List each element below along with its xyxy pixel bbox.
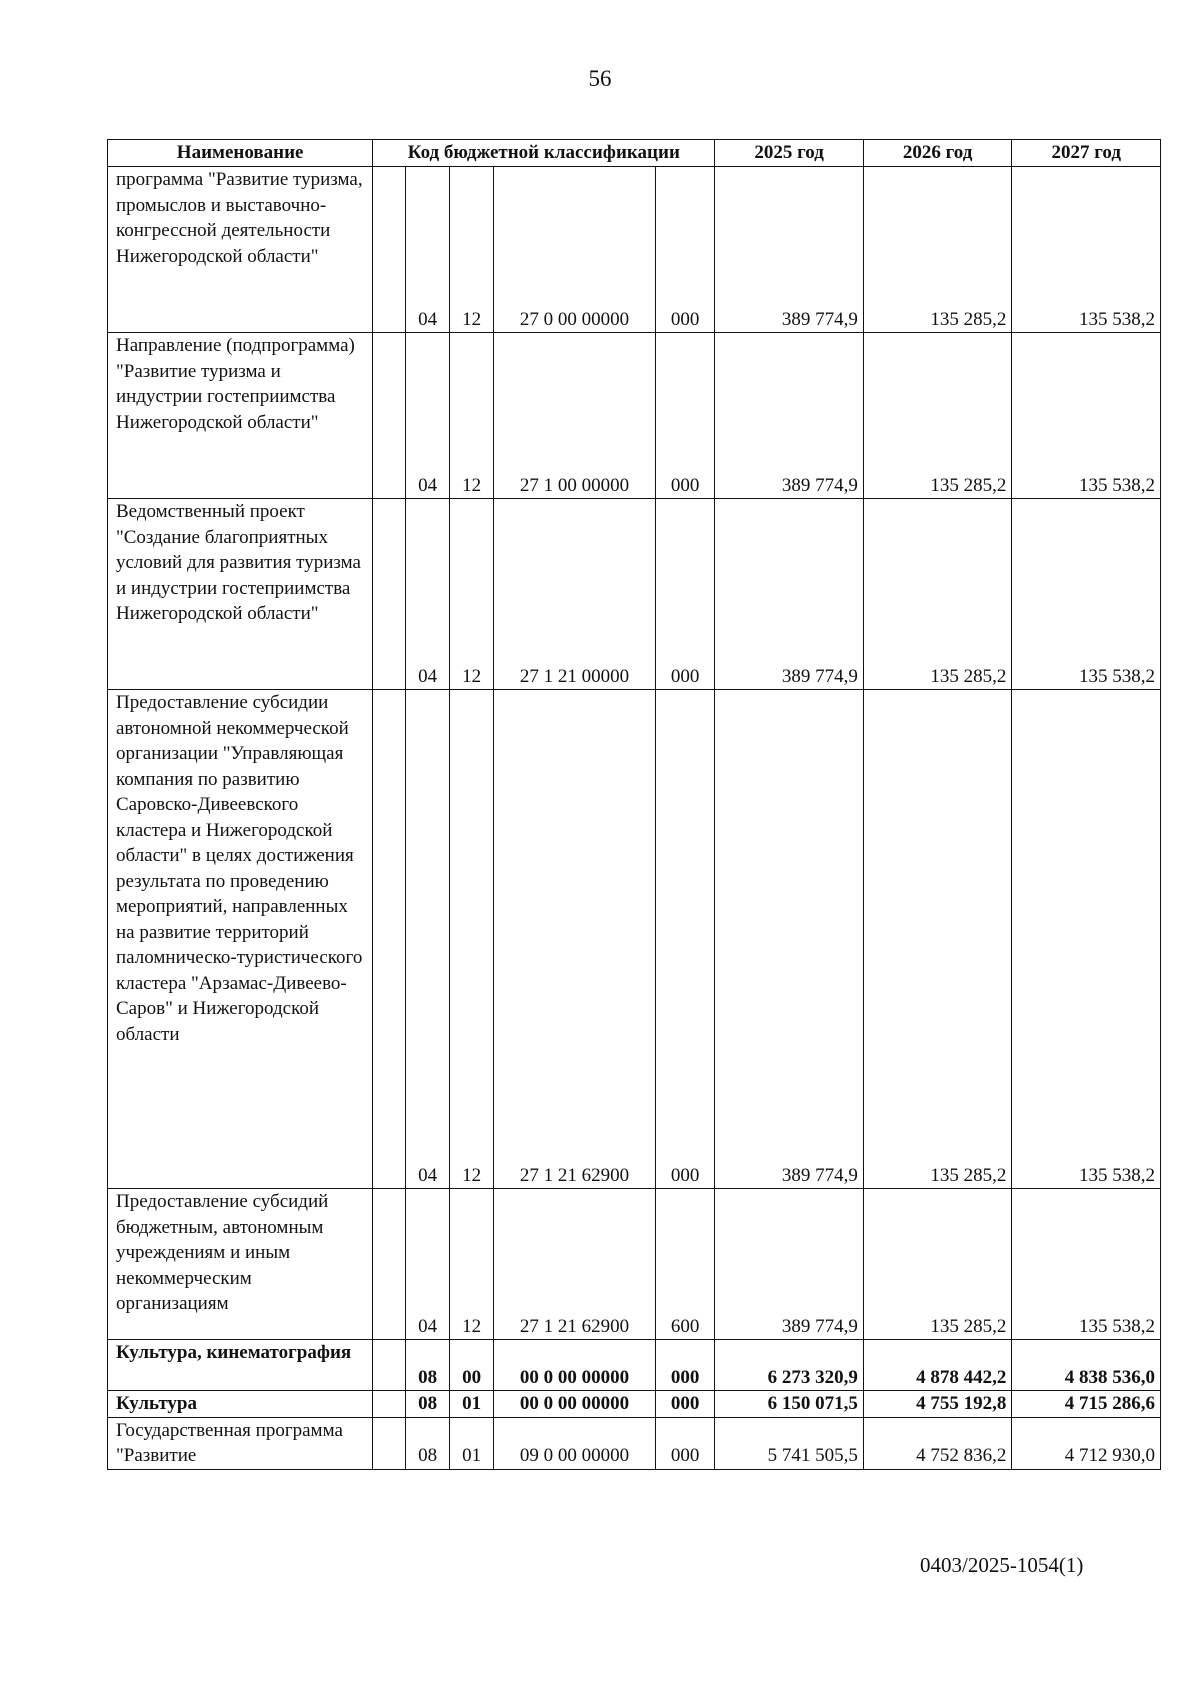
row-name: Государственная программа "Развитие xyxy=(108,1417,373,1469)
row-target-article: 27 1 21 00000 xyxy=(494,499,656,690)
row-2026: 135 285,2 xyxy=(863,499,1012,690)
row-expense-type: 000 xyxy=(655,1340,714,1391)
row-section: 04 xyxy=(406,1189,450,1340)
header-2026: 2026 год xyxy=(863,140,1012,167)
row-target-article: 00 0 00 00000 xyxy=(494,1391,656,1418)
row-2026: 135 285,2 xyxy=(863,333,1012,499)
row-blank xyxy=(373,167,406,333)
row-name: Ведомственный проект "Создание благоприятных условий для развития туризма и индустрии гостеприимства Нижегородской области" xyxy=(108,499,373,690)
row-2025: 6 150 071,5 xyxy=(715,1391,864,1418)
table-row xyxy=(108,1340,1161,1391)
row-subsection: 12 xyxy=(450,167,494,333)
row-subsection: 12 xyxy=(450,499,494,690)
row-section: 08 xyxy=(406,1340,450,1391)
row-section: 08 xyxy=(406,1391,450,1418)
row-section: 08 xyxy=(406,1417,450,1469)
row-expense-type: 600 xyxy=(655,1189,714,1340)
row-2027: 135 538,2 xyxy=(1012,333,1161,499)
row-2027: 4 715 286,6 xyxy=(1012,1391,1161,1418)
row-subsection: 01 xyxy=(450,1391,494,1418)
row-2025: 389 774,9 xyxy=(715,167,864,333)
row-name: программа "Развитие туризма, промыслов и выставочно-конгрессной деятельности Нижегородской области" xyxy=(108,167,373,333)
row-target-article: 09 0 00 00000 xyxy=(494,1417,656,1469)
row-subsection: 00 xyxy=(450,1340,494,1391)
row-2026: 135 285,2 xyxy=(863,167,1012,333)
table-row xyxy=(108,1417,1161,1469)
row-blank xyxy=(373,1391,406,1418)
row-target-article: 27 1 21 62900 xyxy=(494,1189,656,1340)
row-2027: 4 712 930,0 xyxy=(1012,1417,1161,1469)
row-subsection: 12 xyxy=(450,1189,494,1340)
row-target-article: 27 1 00 00000 xyxy=(494,333,656,499)
table-row xyxy=(108,499,1161,690)
row-target-article: 27 1 21 62900 xyxy=(494,690,656,1189)
row-section: 04 xyxy=(406,499,450,690)
row-section: 04 xyxy=(406,167,450,333)
header-2027: 2027 год xyxy=(1012,140,1161,167)
row-2025: 389 774,9 xyxy=(715,1189,864,1340)
row-blank xyxy=(373,333,406,499)
table-header-row xyxy=(108,140,1161,167)
row-expense-type: 000 xyxy=(655,1391,714,1418)
row-expense-type: 000 xyxy=(655,333,714,499)
row-2026: 135 285,2 xyxy=(863,1189,1012,1340)
budget-table xyxy=(107,139,1161,1470)
row-section: 04 xyxy=(406,333,450,499)
table-row xyxy=(108,167,1161,333)
row-2026: 135 285,2 xyxy=(863,690,1012,1189)
table-row xyxy=(108,690,1161,1189)
row-name: Культура, кинематография xyxy=(108,1340,373,1391)
row-blank xyxy=(373,690,406,1189)
row-2026: 4 755 192,8 xyxy=(863,1391,1012,1418)
row-subsection: 12 xyxy=(450,690,494,1189)
row-2026: 4 752 836,2 xyxy=(863,1417,1012,1469)
row-2025: 389 774,9 xyxy=(715,499,864,690)
page-number: 56 xyxy=(588,66,612,91)
row-blank xyxy=(373,499,406,690)
row-target-article: 00 0 00 00000 xyxy=(494,1340,656,1391)
row-blank xyxy=(373,1340,406,1391)
header-name: Наименование xyxy=(108,140,373,167)
row-target-article: 27 0 00 00000 xyxy=(494,167,656,333)
row-section: 04 xyxy=(406,690,450,1189)
row-2025: 5 741 505,5 xyxy=(715,1417,864,1469)
row-2027: 135 538,2 xyxy=(1012,499,1161,690)
row-2027: 135 538,2 xyxy=(1012,690,1161,1189)
row-subsection: 12 xyxy=(450,333,494,499)
row-2025: 389 774,9 xyxy=(715,333,864,499)
table-row xyxy=(108,333,1161,499)
row-expense-type: 000 xyxy=(655,499,714,690)
row-2025: 6 273 320,9 xyxy=(715,1340,864,1391)
row-2027: 135 538,2 xyxy=(1012,1189,1161,1340)
row-name: Предоставление субсидий бюджетным, автономным учреждениям и иным некоммерческим организациям xyxy=(108,1189,373,1340)
row-name: Предоставление субсидии автономной некоммерческой организации "Управляющая компания по развитию Саровско-Дивеевского кластера и Нижегородской области" в целях достижения результата по проведению мероприятий, направленных на развитие территорий паломническо-туристического кластера "Арзамас-Дивеево-Саров" и Нижегородской области xyxy=(108,690,373,1189)
table-row xyxy=(108,1189,1161,1340)
row-2027: 4 838 536,0 xyxy=(1012,1340,1161,1391)
row-expense-type: 000 xyxy=(655,167,714,333)
document-code: 0403/2025-1054(1) xyxy=(920,1553,1084,1577)
row-2027: 135 538,2 xyxy=(1012,167,1161,333)
row-expense-type: 000 xyxy=(655,1417,714,1469)
row-name: Направление (подпрограмма) "Развитие туризма и индустрии гостеприимства Нижегородской области" xyxy=(108,333,373,499)
row-blank xyxy=(373,1189,406,1340)
row-blank xyxy=(373,1417,406,1469)
table-row xyxy=(108,1391,1161,1418)
row-2026: 4 878 442,2 xyxy=(863,1340,1012,1391)
row-subsection: 01 xyxy=(450,1417,494,1469)
row-2025: 389 774,9 xyxy=(715,690,864,1189)
header-code: Код бюджетной классификации xyxy=(373,140,715,167)
header-2025: 2025 год xyxy=(715,140,864,167)
row-name: Культура xyxy=(108,1391,373,1418)
row-expense-type: 000 xyxy=(655,690,714,1189)
